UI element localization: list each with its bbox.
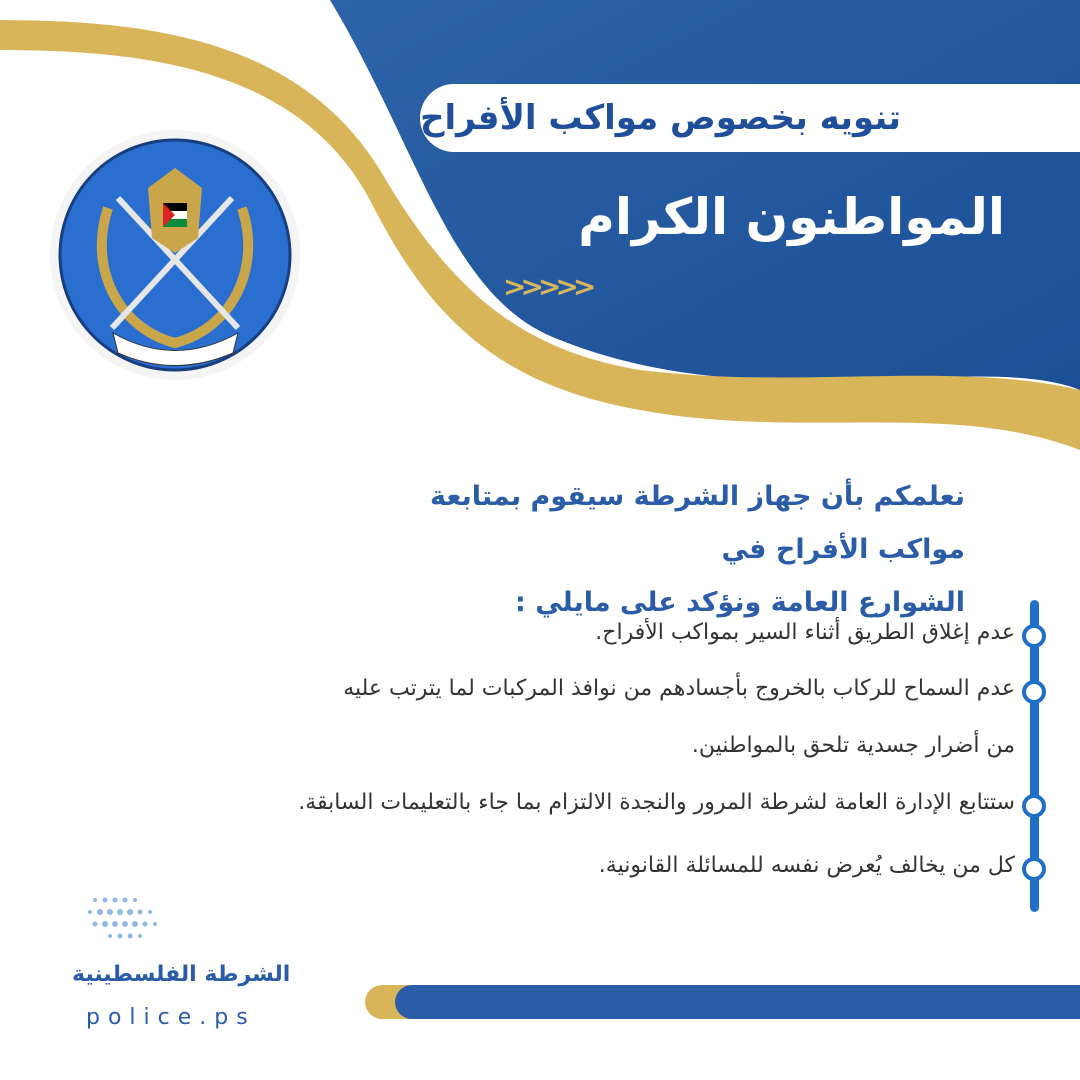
chevrons-icon: >>>>> — [503, 270, 591, 303]
intro-line: نعلمكم بأن جهاز الشرطة سيقوم بمتابعة مواكب الأفراح في — [429, 481, 965, 565]
list-item: عدم إغلاق الطريق أثناء السير بمواكب الأفراح. — [595, 620, 1015, 645]
title: تنويه بخصوص مواكب الأفراح — [420, 98, 902, 138]
brand-website: police.ps — [86, 1005, 256, 1030]
list-item: عدم السماح للركاب بالخروج بأجسادهم من نوافذ المركبات لما يترتب عليه — [343, 676, 1015, 701]
list-item: كل من يخالف يُعرض نفسه للمسائلة القانونية. — [598, 853, 1015, 878]
list-item-continuation: من أضرار جسدية تلحق بالمواطنين. — [691, 733, 1015, 758]
brand-name-arabic: الشرطة الفلسطينية — [72, 962, 291, 987]
intro-text — [345, 470, 965, 629]
bullet-circle-icon — [1022, 624, 1046, 648]
title-banner — [420, 84, 1080, 152]
bullet-circle-icon — [1022, 680, 1046, 704]
intro-line: الشوارع العامة ونؤكد على مايلي : — [515, 587, 965, 618]
subtitle: المواطنون الكرام — [578, 188, 1005, 246]
bullet-circle-icon — [1022, 857, 1046, 881]
footer-blue-bar — [395, 985, 1080, 1019]
bullet-circle-icon — [1022, 794, 1046, 818]
list-item: ستتابع الإدارة العامة لشرطة المرور والنجدة الالتزام بما جاء بالتعليمات السابقة. — [298, 790, 1015, 815]
dot-pattern — [88, 898, 157, 939]
police-emblem-logo — [48, 128, 302, 382]
